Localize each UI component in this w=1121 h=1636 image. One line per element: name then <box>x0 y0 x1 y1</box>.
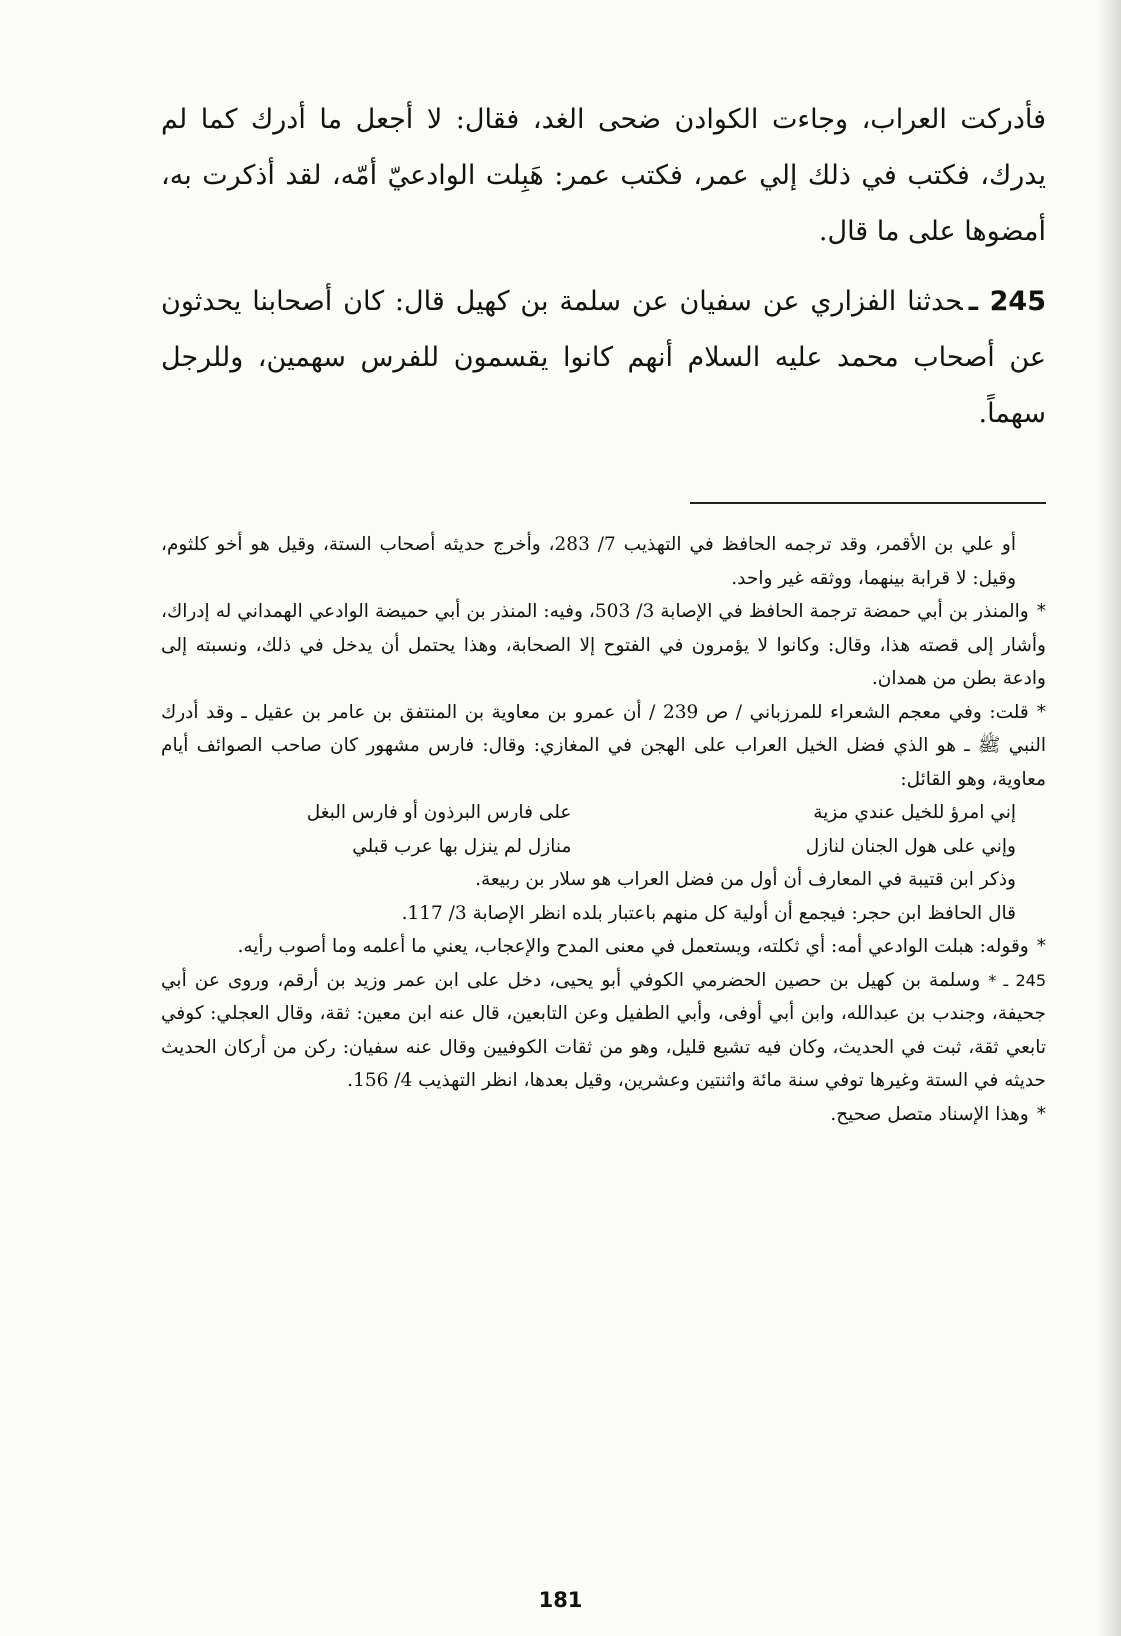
verse-1-first-hemistich: إني امرؤ للخيل عندي مزية <box>813 802 1016 823</box>
hadith-245 <box>161 274 1046 442</box>
footnote-1: أو علي بن الأقمر، وقد ترجمه الحافظ في التهذيب 7/ 283، وأخرج حديثه أصحاب الستة، وقيل هو أخو كلثوم، وقيل: لا قرابة بينهما، ووثقه غير واحد. <box>161 534 1016 589</box>
verse-1-second-hemistich: على فارس البرذون أو فارس البغل <box>306 802 572 823</box>
footnote-4 <box>161 930 1046 964</box>
footnote-separator <box>690 502 1046 504</box>
page-number: 181 <box>538 1588 583 1612</box>
footnote-3 <box>161 696 1046 797</box>
footnote-5-text: وسلمة بن كهيل بن حصين الحضرمي الكوفي أبو يحيى، دخل على ابن عمر وزيد بن أرقم، وروى عن أبي جحيفة، وجندب بن عبدالله، وابن أبي أوفى، وأبي الطفيل وعن التابعين، قال عنه ابن معين: ثقة، وقال العجلي: كوفي تابعي ثقة، ثبت في الحديث، وكان فيه تشيع قليل، وهو من ثقات الكوفيين وقال عنه سفيان: ركن من أركان الحديث حديثه في الستة وغيرها توفي سنة مائة واثنتين وعشرين، وقيل بعدها، انظر التهذيب 4/ 156. <box>161 969 1046 1091</box>
footnote-3-continuation-1: وذكر ابن قتيبة في المعارف أن أول من فضل العراب هو سلار بن ربيعة. <box>475 869 1016 890</box>
hadith-number: 245 ـ <box>968 286 1046 317</box>
footnotes <box>161 528 1046 1131</box>
asterisk-marker: * <box>1036 601 1046 622</box>
verse-2-first-hemistich: وإني على هول الجنان لنازل <box>805 835 1016 857</box>
footnote-5 <box>161 964 1046 1098</box>
poem-verse-1 <box>161 796 1046 830</box>
main-text <box>161 92 1046 442</box>
poem-verse-2 <box>161 830 1046 864</box>
verse-2-second-hemistich: منازل لم ينزل بها عرب قبلي <box>352 835 572 857</box>
footnote-3-text: قلت: وفي معجم الشعراء للمرزباني / ص 239 / أن عمرو بن معاوية بن المنتفق بن عامر بن عقيل ـ وقد أدرك النبي ﷺ ـ هو الذي فضل الخيل العراب على الهجن في المغازي: وقال: فارس مشهور كان صاحب الصوائف أيام معاوية، وهو القائل: <box>161 701 1046 790</box>
footnote-3-continuation-2: قال الحافظ ابن حجر: فيجمع أن أولية كل منهم باعتبار بلده انظر الإصابة 3/ 117. <box>401 902 1016 924</box>
footnote-2-text: والمنذر بن أبي حمضة ترجمة الحافظ في الإصابة 3/ 503، وفيه: المنذر بن أبي حميضة الوادعي الهمداني له إدراك، وأشار إلى قصته هذا، وقال: وكانوا لا يؤمرون في الفتوح إلا الصحابة، وهذا يحتمل أن يدخل في ذلك، ونسبته إلى وادعة بطن من همدان. <box>161 601 1046 689</box>
asterisk-marker: * <box>1036 701 1046 723</box>
hadith-text: حدثنا الفزاري عن سفيان عن سلمة بن كهيل قال: كان أصحابنا يحدثون عن أصحاب محمد عليه السلام أنهم كانوا يقسمون للفرس سهمين، وللرجل سهماً. <box>161 286 1046 429</box>
main-paragraph <box>161 92 1046 260</box>
footnote-6 <box>161 1098 1046 1132</box>
footnote-6-text: وهذا الإسناد متصل صحيح. <box>830 1103 1029 1125</box>
footnote-5-number: 245 ـ * <box>988 970 1046 990</box>
footnote-2 <box>161 595 1046 696</box>
main-paragraph-text: فأدركت العراب، وجاءت الكوادن ضحى الغد، فقال: لا أجعل ما أدرك كما لم يدرك، فكتب في ذلك إلي عمر، فكتب عمر: هَبِلت الوادعيّ أمّه، لقد أذكرت به، أمضوها على ما قال. <box>161 104 1046 247</box>
asterisk-marker: * <box>1036 936 1046 957</box>
page-edge-shadow <box>1097 0 1121 1636</box>
asterisk-marker: * <box>1036 1103 1046 1125</box>
footnote-4-text: وقوله: هبلت الوادعي أمه: أي ثكلته، ويستعمل في معنى المدح والإعجاب، يعني ما أعلمه وما أصوب رأيه. <box>237 936 1029 957</box>
